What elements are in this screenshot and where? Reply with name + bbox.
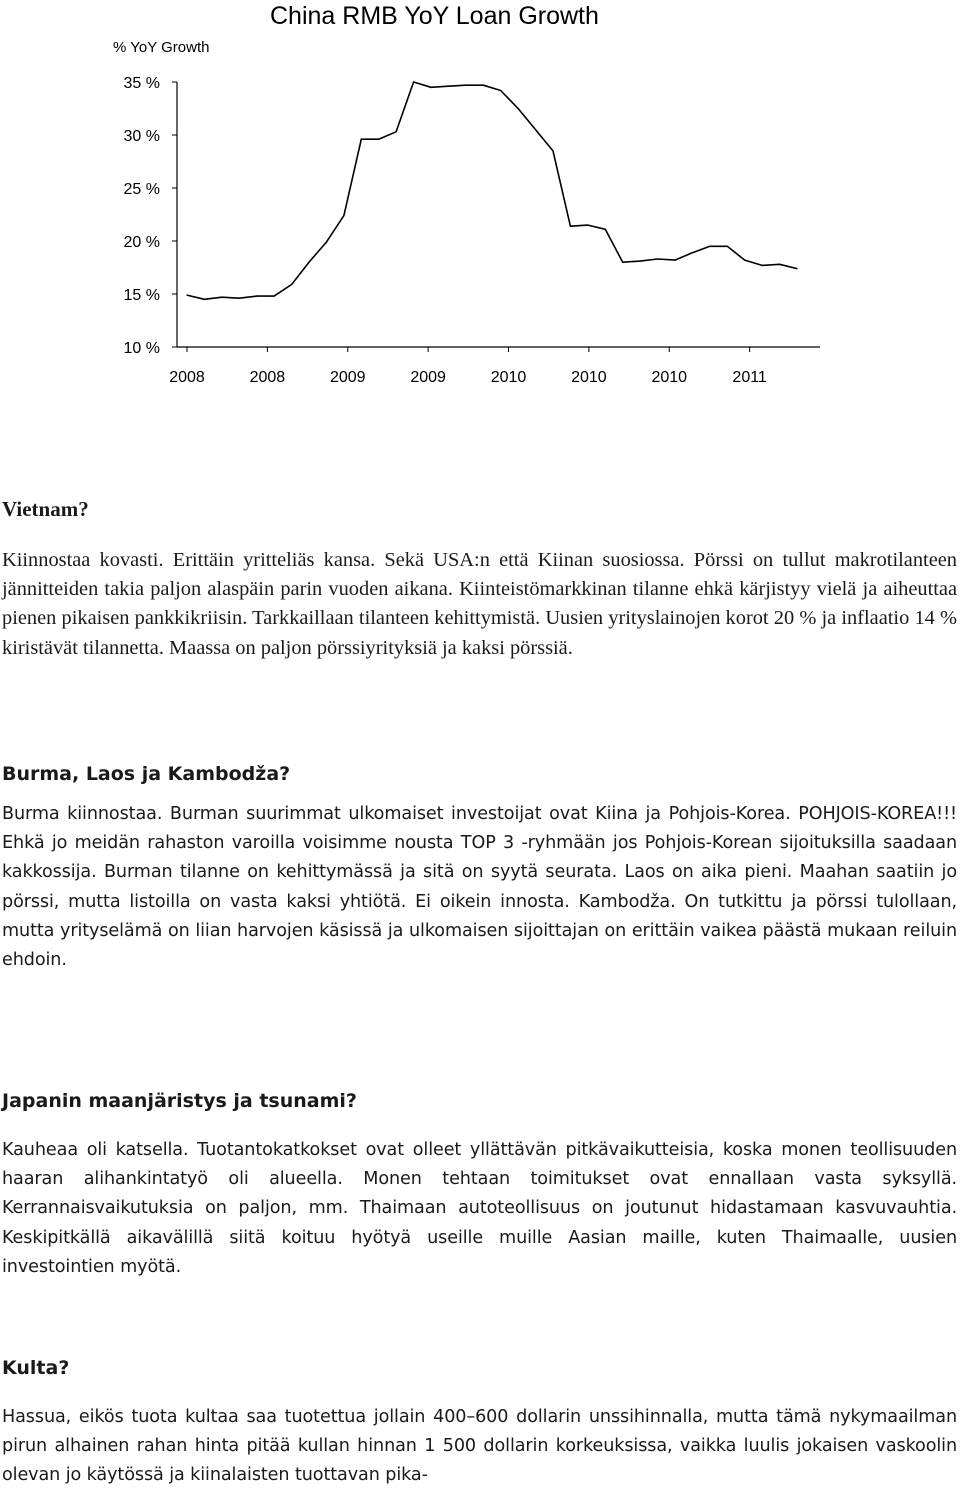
data-point — [256, 296, 257, 297]
x-tick-label: 2008 — [249, 369, 286, 386]
section-body: Kiinnostaa kovasti. Erittäin yritteliäs kansa. Sekä USA:n että Kiinan suosiossa. Pörssi on tullut makrotilanteen jännitteiden takia paljon alaspäin parin vuoden aikana. Kiinteistömarkkinan tilanne ehkä kärjistyy vielä ja aiheuttaa pienen pikaisen pankkikriisin. Tarkkaillaan tilanteen kehittymistä. Uusien yrityslainojen korot 20 % ja inflaatio 14 % kiristävät tilannetta. Maassa on paljon pörssiyrityksiä ja kaksi pörssiä. — [2, 549, 957, 659]
data-point — [796, 268, 797, 269]
data-point — [291, 284, 292, 285]
data-point — [727, 246, 728, 247]
section-body: Kauheaa oli katsella. Tuotantokatkokset ovat olleet yllättävän pitkävaikutteisia, koska monen teollisuuden haaran alihankintatyö oli alueella. Monen tehtaan toimitukset ovat ennallaan vasta syksyllä. Kerrannaisvaikutuksia on paljon, mm. Thaimaan autoteollisuus on joutunut hidastamaan kasvuvauhtia. Keskipitkällä aikavälillä siitä koituu hyötyä useille muille Aasian maille, kuten Thaimaalle, uusien investointien myötä. — [2, 1140, 957, 1277]
data-point — [518, 108, 519, 109]
data-point — [587, 225, 588, 226]
section-body: Burma kiinnostaa. Burman suurimmat ulkomaiset investoijat ovat Kiina ja Pohjois-Korea. POHJOIS-KOREA!!! Ehkä jo meidän rahaston varoilla voisimme nousta TOP 3 -ryhmään jos Pohjois-Korean sijoituksilla saadaan kakkossija. Burman tilanne on kehittymässä ja sitä on syytä seurata. Laos on aika pieni. Maahan saatiin jo pörssi, mutta listoilla on vasta kaksi yhtiötä. Ei oikein innosta. Kambodža. On tutkittu ja pörssi tulollaan, mutta yrityselämä on liian harvojen käsissä ja ulkomaisen sijoittajan on erittäin vaikea päästä mukaan reiluin ehdoin. — [2, 804, 957, 971]
data-point — [674, 260, 675, 261]
data-point — [396, 131, 397, 132]
section-heading: Vietnam? — [2, 497, 89, 521]
section-heading: Burma, Laos ja Kambodža? — [2, 763, 291, 785]
series-line — [187, 82, 797, 299]
data-point — [448, 86, 449, 87]
chart-title: China RMB YoY Loan Growth — [270, 2, 599, 30]
x-tick-label: 2010 — [571, 369, 607, 386]
x-tick-label: 2009 — [329, 369, 366, 386]
data-point — [274, 296, 275, 297]
data-point — [204, 299, 205, 300]
section-heading: Kulta? — [2, 1357, 70, 1379]
data-point — [622, 262, 623, 263]
data-point — [221, 297, 222, 298]
y-tick-label: 10 % — [123, 340, 160, 357]
data-point — [692, 252, 693, 253]
x-tick-label: 2010 — [651, 369, 688, 386]
y-axis-tickmarks — [172, 82, 177, 347]
data-point — [657, 258, 658, 259]
data-point — [326, 242, 327, 243]
data-point — [779, 264, 780, 265]
data-point — [552, 150, 553, 151]
section-heading: Japanin maanjäristys ja tsunami? — [2, 1090, 357, 1112]
data-point — [605, 229, 606, 230]
data-point — [378, 139, 379, 140]
data-point — [343, 215, 344, 216]
data-point — [500, 90, 501, 91]
x-axis-ticks — [169, 369, 767, 386]
y-tick-label: 30 % — [123, 128, 160, 145]
data-point — [413, 81, 414, 82]
y-tick-label: 20 % — [123, 234, 160, 251]
data-point — [640, 261, 641, 262]
x-tick-label: 2011 — [732, 369, 767, 386]
y-axis-ticks — [124, 75, 160, 357]
section-burma — [2, 760, 957, 975]
series-points — [186, 81, 797, 300]
x-tick-label: 2009 — [410, 369, 446, 386]
data-point — [535, 129, 536, 130]
data-point — [465, 85, 466, 86]
data-point — [239, 298, 240, 299]
loan-growth-chart — [100, 0, 860, 395]
data-point — [483, 85, 484, 86]
data-point — [308, 262, 309, 263]
data-point — [430, 87, 431, 88]
data-point — [744, 260, 745, 261]
section-vietnam — [2, 495, 957, 663]
data-point — [186, 295, 187, 296]
section-body: Hassua, eikös tuota kultaa saa tuotettua jollain 400–600 dollarin unssihinnalla, mutta tämä nykymaailman pirun alhainen rahan hinta pitää kullan hinnan 1 500 dollarin korkeuksissa, vaikka luulis jokaisen vaskoolin olevan jo käytössä ja kiinalaisten tuottavan pika- — [2, 1407, 957, 1486]
data-point — [570, 226, 571, 227]
y-tick-label: 15 % — [123, 287, 160, 304]
data-point — [361, 139, 362, 140]
y-tick-label: 35 % — [123, 75, 160, 92]
x-tick-label: 2010 — [490, 369, 527, 386]
section-japan — [2, 1087, 957, 1282]
data-point — [709, 246, 710, 247]
x-tick-label: 2008 — [169, 369, 205, 386]
x-axis-tickmarks — [187, 347, 750, 352]
chart-svg — [100, 0, 860, 395]
data-point — [762, 265, 763, 266]
y-tick-label: 25 % — [123, 181, 160, 198]
y-axis-label: % YoY Growth — [113, 39, 210, 56]
section-gold — [2, 1354, 957, 1491]
